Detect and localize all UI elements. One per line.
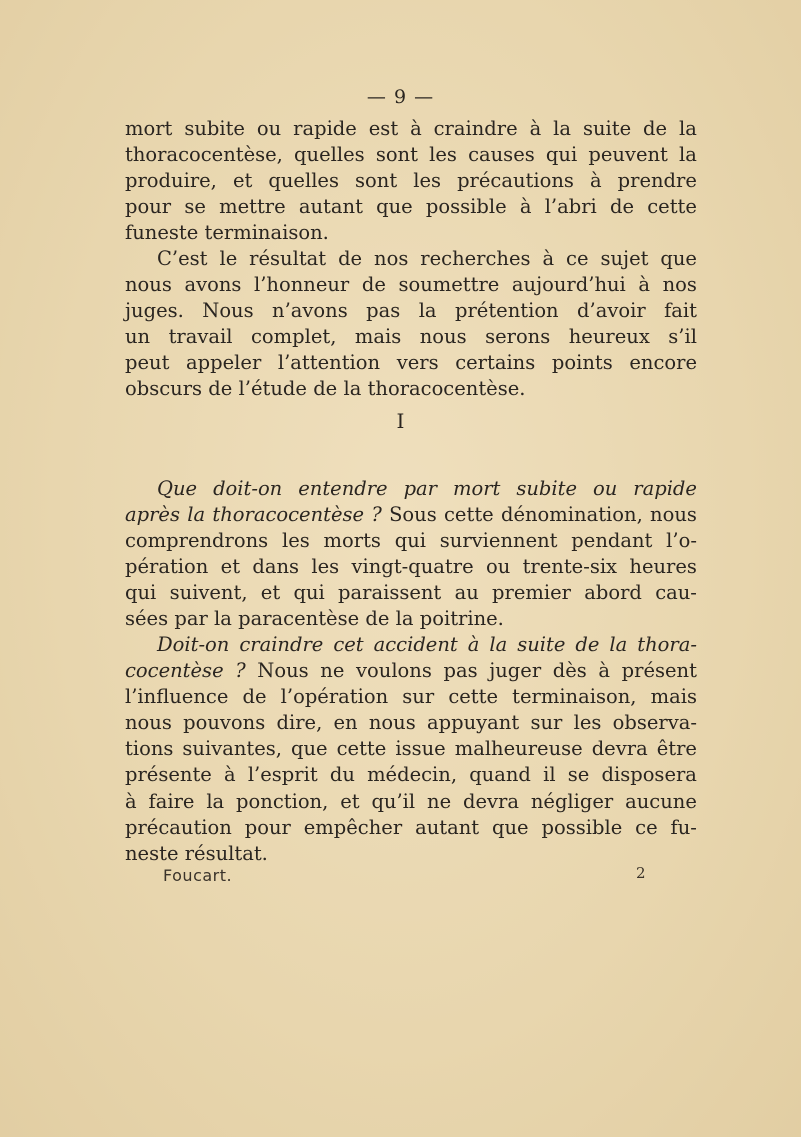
word: les [429,143,457,167]
word: surviennent [439,529,558,553]
word: l’opération [280,685,389,709]
text-line [125,684,697,710]
word: ce [635,815,658,839]
word: précautions [457,169,574,193]
text-line [125,272,697,298]
word: au [454,581,479,605]
word: qui [293,581,325,605]
word: sont [375,143,418,167]
word: sont [355,169,398,193]
word: serons [485,325,551,349]
word: cette [444,503,494,527]
word: fu- [670,815,697,839]
word: appeler [186,351,262,375]
word: l’o- [666,529,697,553]
word: disposera [601,763,697,787]
word: thoracocentèse, [125,143,283,167]
word: de [365,607,390,631]
word: poitrine. [419,607,504,631]
word: paraissent [338,581,442,605]
word: l’esprit [247,763,318,787]
word: qui [394,529,426,553]
word: résultat [249,247,327,270]
word: ne [320,659,345,683]
word: sur [402,685,435,709]
word: nous [368,711,416,735]
text-line [125,554,697,580]
word: nous [419,325,467,349]
word: sées [125,607,169,631]
word: la [418,299,437,323]
word: l’abri [544,195,597,219]
word: après [125,503,180,527]
word: que [492,815,529,839]
word: dénomination, [500,503,643,527]
word: à [467,633,480,656]
word: l’influence [125,685,229,709]
word: du [329,763,355,787]
word: la [206,789,225,813]
word: prendre [617,169,697,193]
word: la [343,377,362,401]
word: entendre [298,477,388,500]
word: suivent, [169,581,248,605]
word: dire, [276,711,323,735]
word: rapide [633,477,697,500]
text-line [125,606,697,632]
word: observa- [612,711,697,735]
page-number: — 9 — [366,86,435,108]
word: voulons [356,659,432,683]
word: possible [425,195,507,219]
word: cocentèse [125,659,224,683]
text-line [125,376,697,402]
word: de [361,273,386,297]
word: ou [592,477,618,500]
word: la [187,503,206,527]
footer-signature-mark: 2 [636,864,646,882]
word: la [553,117,572,140]
word: en [333,711,358,735]
word: Doit-on [157,633,230,656]
word: de [338,247,363,270]
text-line [125,476,697,502]
text-line [125,789,697,815]
paragraph-1 [125,116,697,246]
word: de [208,377,233,401]
text-line [125,710,697,736]
word: aujourd’hui [511,273,626,297]
text-line [125,762,697,788]
word: pour [125,195,172,219]
word: à [125,789,137,813]
text-line [125,580,697,606]
word: C’est [157,247,208,270]
word: résultat. [184,841,268,865]
word: comprendrons [125,529,269,553]
word: cau- [655,581,697,605]
word: présent [621,659,697,683]
word: à [542,247,555,270]
word: se [184,195,206,219]
word: heures [629,555,697,579]
word: il [543,763,556,787]
word: terminaison. [204,221,329,245]
word: morts [323,529,381,553]
word: ? [371,503,382,527]
text-line [125,632,697,658]
word: prétention [454,299,559,323]
word: nous [125,711,172,735]
word: rapide [293,117,357,140]
text-line [125,246,697,272]
word: sujet [600,247,649,270]
word: recherches [420,247,531,270]
word: quelles [268,169,339,193]
word: fait [664,299,697,323]
word: juger [489,659,542,683]
word: la [679,117,697,140]
word: Sous [389,503,437,527]
word: la [679,143,697,167]
word: de [242,685,267,709]
word: avons [184,273,242,297]
word: à [589,169,602,193]
text-line [125,220,697,246]
word: mort [452,477,501,500]
text-line [125,841,697,867]
word: à [638,273,651,297]
word: les [413,169,442,193]
word: médecin, [367,763,458,787]
word: ou [256,117,282,140]
word: vers [396,351,439,375]
word: de [575,633,600,656]
word: qui [125,581,157,605]
word: causes [468,143,535,167]
word: doit-on [213,477,283,500]
word: à [529,117,542,140]
paragraph-3 [125,476,697,633]
word: suite [517,633,566,656]
word: et [340,789,360,813]
word: pas [443,659,478,683]
word: cette [647,195,697,219]
word: appuyant [427,711,520,735]
word: nos [662,273,697,297]
word: de [313,377,338,401]
word: tions [125,737,174,761]
word: autant [415,815,480,839]
word: funeste [125,221,199,245]
word: complet, [250,325,337,349]
text-line [125,194,697,220]
word: terminaison, [512,685,637,709]
text-line [125,502,697,528]
word: Nous [202,299,254,323]
section-numeral: I [396,409,405,433]
word: ? [235,659,246,683]
paragraph-4 [125,632,697,867]
word: est [368,117,399,140]
word: cette [448,685,498,709]
word: se [567,763,590,787]
word: à [224,763,236,787]
word: ponction, [236,789,329,813]
word: négliger [530,789,614,813]
word: subite [184,117,245,140]
word: précaution [125,815,232,839]
word: qui [545,143,578,167]
word: ce [566,247,589,270]
word: et [220,555,241,579]
word: que [376,195,413,219]
word: obscurs [125,377,203,401]
word: qu’il [371,789,416,813]
word: un [125,325,151,349]
word: subite [516,477,578,500]
word: craindre [433,117,518,140]
word: l’attention [277,351,381,375]
word: autant [298,195,363,219]
word: peut [125,351,170,375]
word: l’honneur [253,273,350,297]
word: l’étude [238,377,307,401]
word: dans [252,555,300,579]
text-line [125,658,697,684]
word: que [660,247,697,270]
text-line [125,736,697,762]
word: sur [530,711,563,735]
word: pour [244,815,291,839]
word: et [232,169,253,193]
word: nous [125,273,172,297]
word: Nous [257,659,309,683]
word: et [260,581,281,605]
text-line [125,528,697,554]
word: devra [462,789,519,813]
word: être [656,737,697,761]
word: n’avons [272,299,348,323]
word: produire, [125,169,217,193]
word: heureux [568,325,650,349]
word: pouvons [183,711,266,735]
paragraph-2 [125,246,697,403]
text-line [125,324,697,350]
word: pération [125,555,209,579]
word: de [610,195,635,219]
word: de [643,117,668,140]
word: la [489,633,508,656]
text-line [125,168,697,194]
word: mettre [219,195,286,219]
word: aucune [625,789,697,813]
word: d’avoir [577,299,646,323]
word: empêcher [303,815,403,839]
text-line [125,298,697,324]
word: thoracocentèse [212,503,365,527]
word: quelles [294,143,365,167]
footer-signature: Foucart. [163,866,233,885]
word: suite [582,117,632,140]
word: devra [591,737,648,761]
word: cette [336,737,387,761]
word: suivantes, [182,737,282,761]
word: issue [395,737,446,761]
word: faire [148,789,195,813]
word: ne [427,789,452,813]
word: mais [650,685,697,709]
word: le [219,247,238,270]
word: à [410,117,422,140]
word: pendant [571,529,653,553]
word: les [281,529,310,553]
word: malheureuse [454,737,583,761]
word: juges. [125,299,184,323]
word: la [214,607,232,631]
word: encore [629,351,697,375]
word: les [573,711,602,735]
word: que [291,737,328,761]
text-line [125,142,697,168]
word: par [403,477,438,500]
word: par [174,607,208,631]
word: quand [469,763,531,787]
word: accident [373,633,458,656]
word: les [311,555,340,579]
word: s’il [668,325,697,349]
word: neste [125,841,179,865]
word: paracentèse [238,607,360,631]
word: nos [374,247,409,270]
word: mais [354,325,402,349]
word: possible [541,815,623,839]
word: travail [168,325,233,349]
word: certains [455,351,536,375]
word: pas [366,299,401,323]
word: la [609,633,628,656]
word: vingt-quatre [351,555,474,579]
text-line [125,815,697,841]
text-line [125,350,697,376]
word: ou [485,555,511,579]
word: à [598,659,611,683]
word: présente [125,763,212,787]
word: peuvent [588,143,668,167]
word: dès [552,659,587,683]
word: Que [157,477,198,500]
word: mort [125,117,173,140]
word: abord [584,581,642,605]
word: cet [333,633,364,656]
word: trente-six [522,555,618,579]
word: à [519,195,532,219]
word: premier [492,581,571,605]
word: craindre [239,633,324,656]
text-line [125,116,697,142]
word: nous [650,503,697,527]
word: soumettre [398,273,500,297]
word: la [395,607,414,631]
word: thora- [637,633,697,656]
word: points [551,351,613,375]
word: thoracocentèse. [367,377,526,401]
